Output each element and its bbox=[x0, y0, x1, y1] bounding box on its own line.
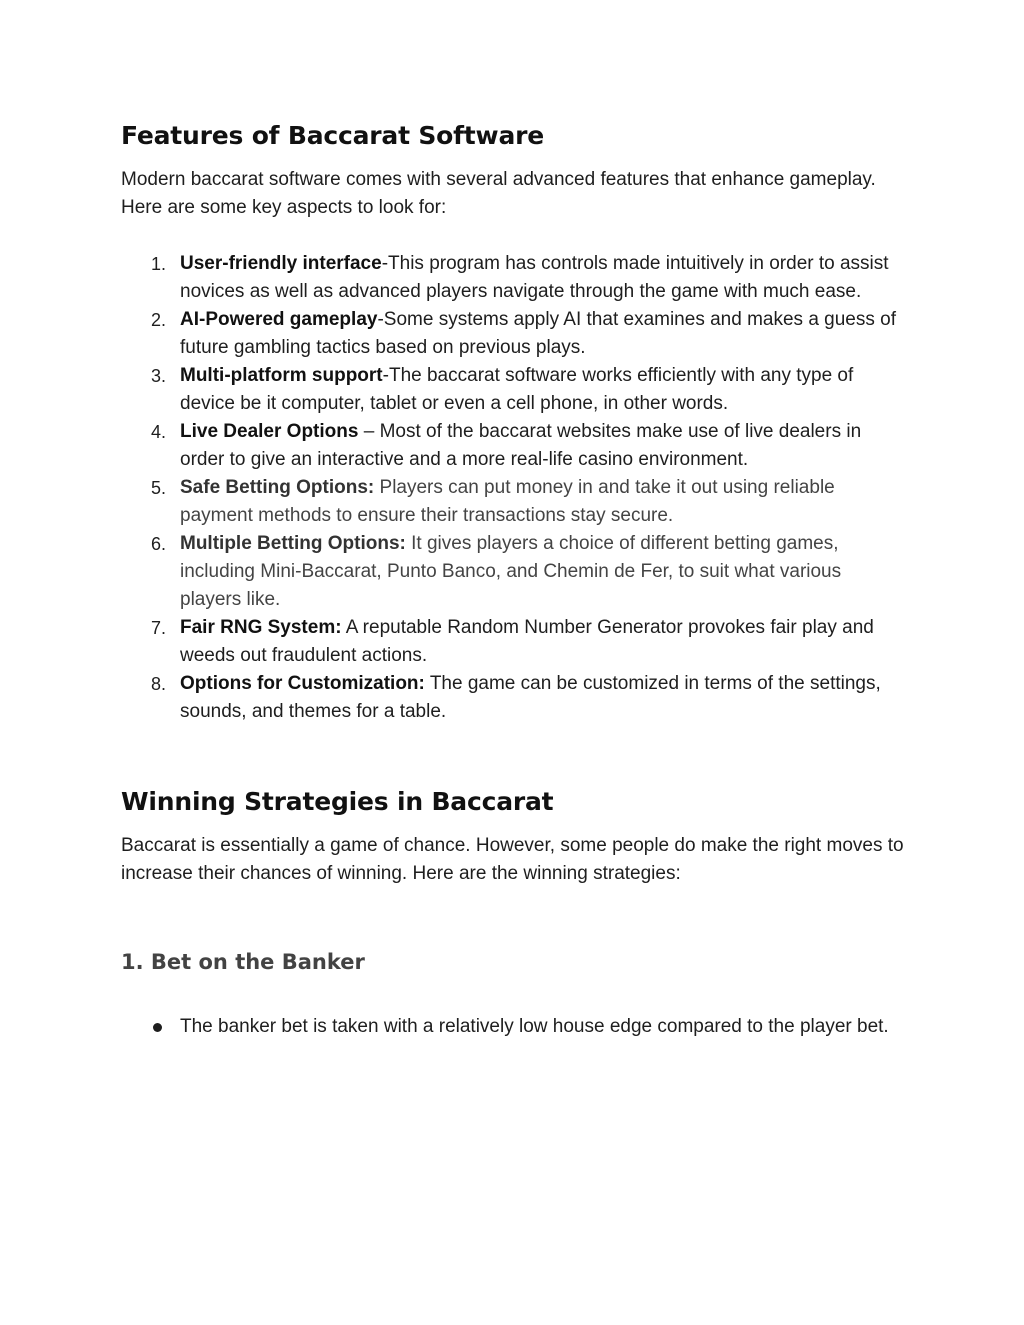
strategies-heading: Winning Strategies in Baccarat bbox=[121, 787, 554, 816]
item-title: Multiple Betting Options: bbox=[180, 533, 406, 554]
item-text: Players can put money in and take it out using reliable payment methods to ensure their transactions stay secure. bbox=[180, 477, 835, 526]
list-item bbox=[121, 306, 906, 362]
item-text: The game can be customized in terms of the settings, sounds, and themes for a table. bbox=[180, 673, 881, 722]
list-number: 7. bbox=[151, 618, 167, 638]
list-item bbox=[121, 418, 906, 474]
bullet-icon bbox=[153, 1023, 162, 1032]
features-heading: Features of Baccarat Software bbox=[121, 121, 545, 150]
item-text: A reputable Random Number Generator provokes fair play and weeds out fraudulent actions. bbox=[180, 617, 874, 666]
list-item bbox=[121, 362, 906, 418]
list-number: 5. bbox=[151, 478, 167, 498]
list-number: 3. bbox=[151, 366, 167, 386]
item-title: Live Dealer Options bbox=[180, 421, 359, 442]
features-intro: Modern baccarat software comes with several advanced features that enhance gameplay. Here are some key aspects to look for: bbox=[121, 169, 876, 218]
item-title: Safe Betting Options: bbox=[180, 477, 375, 498]
item-separator: - bbox=[382, 365, 389, 386]
bullet-text: The banker bet is taken with a relatively low house edge compared to the player bet. bbox=[180, 1016, 889, 1037]
features-list bbox=[121, 250, 906, 726]
list-item bbox=[121, 250, 906, 306]
item-separator: - bbox=[381, 253, 389, 274]
item-title: Fair RNG System: bbox=[180, 617, 342, 638]
item-text: This program has controls made intuitively in order to assist novices as well as advanced players navigate through the game with much ease. bbox=[180, 253, 889, 302]
item-text: Most of the baccarat websites make use of live dealers in order to give an interactive and a more real-life casino environment. bbox=[180, 421, 862, 470]
list-item bbox=[121, 614, 906, 670]
document-page bbox=[121, 116, 906, 1041]
strategy-subheading: 1. Bet on the Banker bbox=[121, 950, 365, 974]
list-item bbox=[121, 670, 906, 726]
list-item bbox=[121, 1013, 906, 1041]
item-separator: – bbox=[358, 421, 380, 442]
list-number: 2. bbox=[151, 310, 167, 330]
item-text: It gives players a choice of different betting games, including Mini-Baccarat, Punto Banco, and Chemin de Fer, to suit what various players like. bbox=[180, 533, 842, 610]
item-title: Multi-platform support bbox=[180, 365, 383, 386]
strategies-intro: Baccarat is essentially a game of chance. However, some people do make the right moves to increase their chances of winning. Here are the winning strategies: bbox=[121, 835, 904, 884]
item-text: The baccarat software works efficiently with any type of device be it computer, tablet or even a cell phone, in other words. bbox=[180, 365, 854, 414]
item-title: Options for Customization: bbox=[180, 673, 425, 694]
list-number: 1. bbox=[151, 254, 167, 274]
list-number: 4. bbox=[151, 422, 167, 442]
list-number: 8. bbox=[151, 674, 167, 694]
list-item bbox=[121, 530, 906, 614]
strategy-bullet-list bbox=[121, 1013, 906, 1041]
item-title: AI-Powered gameplay bbox=[180, 309, 378, 330]
item-separator: - bbox=[377, 309, 384, 330]
list-number: 6. bbox=[151, 534, 167, 554]
item-text: Some systems apply AI that examines and makes a guess of future gambling tactics based on previous plays. bbox=[180, 309, 896, 358]
item-title: User-friendly interface bbox=[180, 253, 382, 274]
list-item bbox=[121, 474, 906, 530]
